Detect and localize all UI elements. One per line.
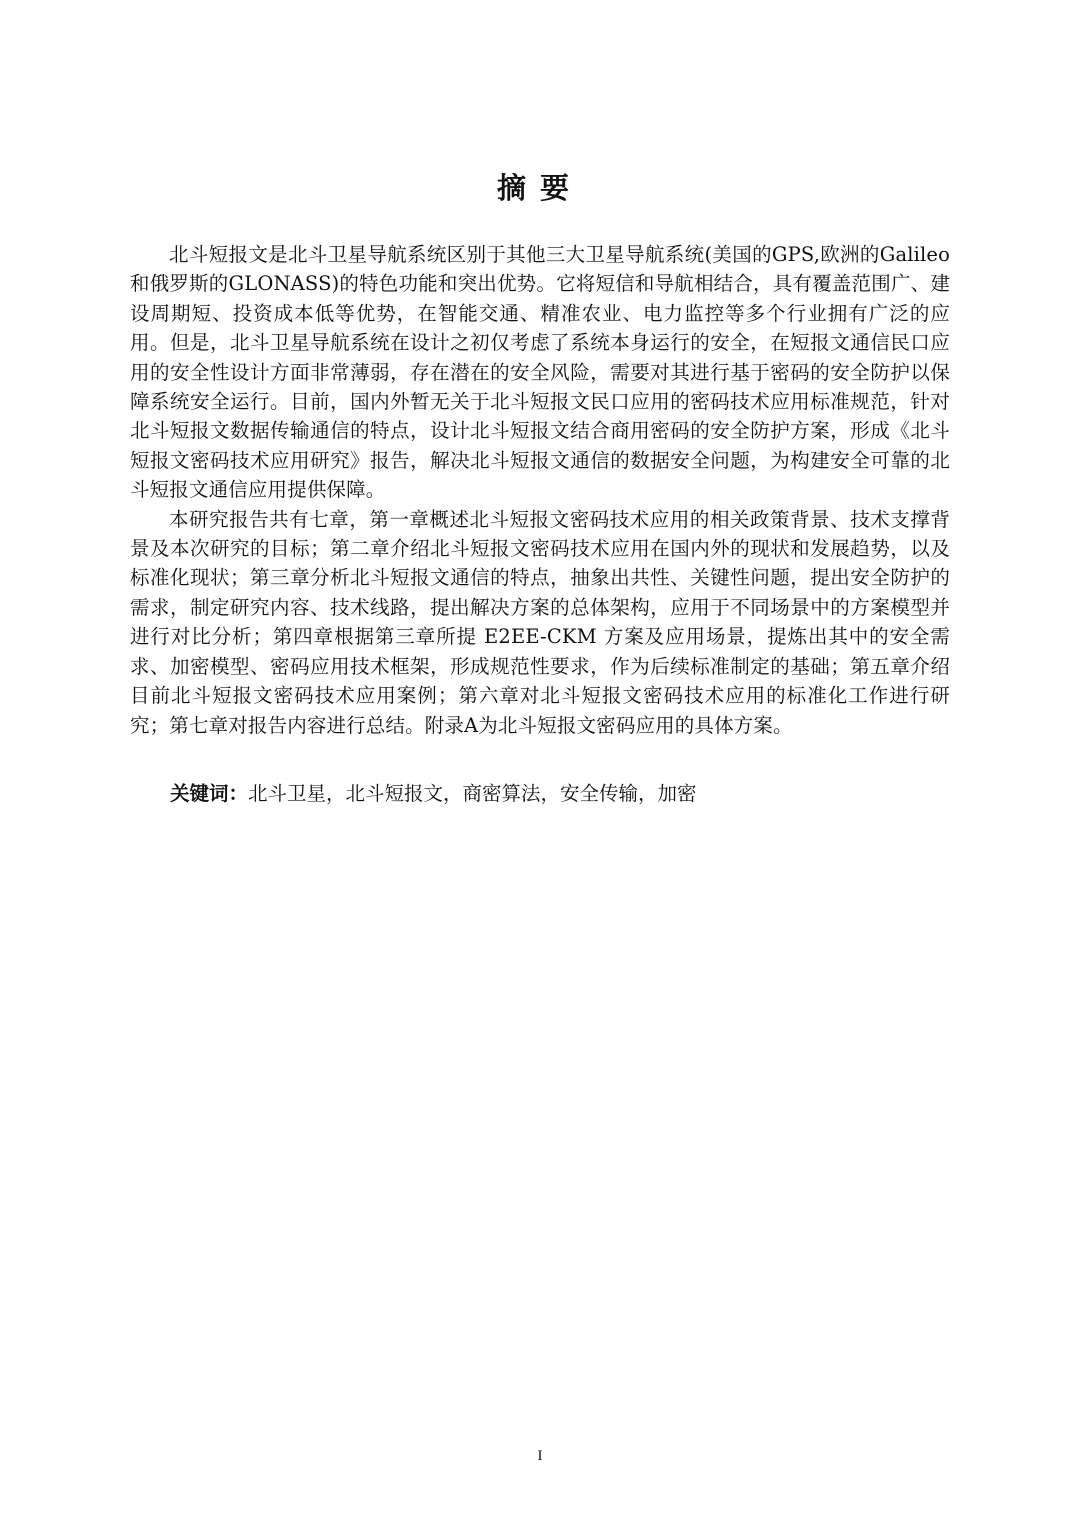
abstract-paragraph-1: 北斗短报文是北斗卫星导航系统区别于其他三大卫星导航系统(美国的GPS,欧洲的Galileo和俄罗斯的GLONASS)的特色功能和突出优势。它将短信和导航相结合，具有覆盖范围广、建设周期短、投资成本低等优势，在智能交通、精准农业、电力监控等多个行业拥有广泛的应用。但是，北斗卫星导航系统在设计之初仅考虑了系统本身运行的安全，在短报文通信民口应用的安全性设计方面非常薄弱，存在潜在的安全风险，需要对其进行基于密码的安全防护以保障系统安全运行。目前，国内外暂无关于北斗短报文民口应用的密码技术应用标准规范，针对北斗短报文数据传输通信的特点，设计北斗短报文结合商用密码的安全防护方案，形成《北斗短报文密码技术应用研究》报告，解决北斗短报文通信的数据安全问题，为构建安全可靠的北斗短报文通信应用提供保障。 — [130, 243, 950, 502]
abstract-body — [130, 240, 950, 740]
abstract-title: 摘要 — [496, 171, 583, 205]
page-number: I — [537, 1448, 543, 1464]
keywords-text: 北斗卫星，北斗短报文，商密算法，安全传输，加密 — [248, 782, 697, 805]
abstract-paragraph-2: 本研究报告共有七章，第一章概述北斗短报文密码技术应用的相关政策背景、技术支撑背景及本次研究的目标；第二章介绍北斗短报文密码技术应用在国内外的现状和发展趋势，以及标准化现状；第三章分析北斗短报文通信的特点，抽象出共性、关键性问题，提出安全防护的需求，制定研究内容、技术线路，提出解决方案的总体架构，应用于不同场景中的方案模型并进行对比分析；第四章根据第三章所提 E2EE-CKM 方案及应用场景，提炼出其中的安全需求、加密模型、密码应用技术框架，形成规范性要求，作为后续标准制定的基础；第五章介绍目前北斗短报文密码技术应用案例；第六章对北斗短报文密码技术应用的标准化工作进行研究；第七章对报告内容进行总结。附录A为北斗短报文密码应用的具体方案。 — [130, 507, 950, 737]
keywords-line — [170, 779, 697, 808]
keywords-label: 关键词： — [170, 782, 249, 805]
